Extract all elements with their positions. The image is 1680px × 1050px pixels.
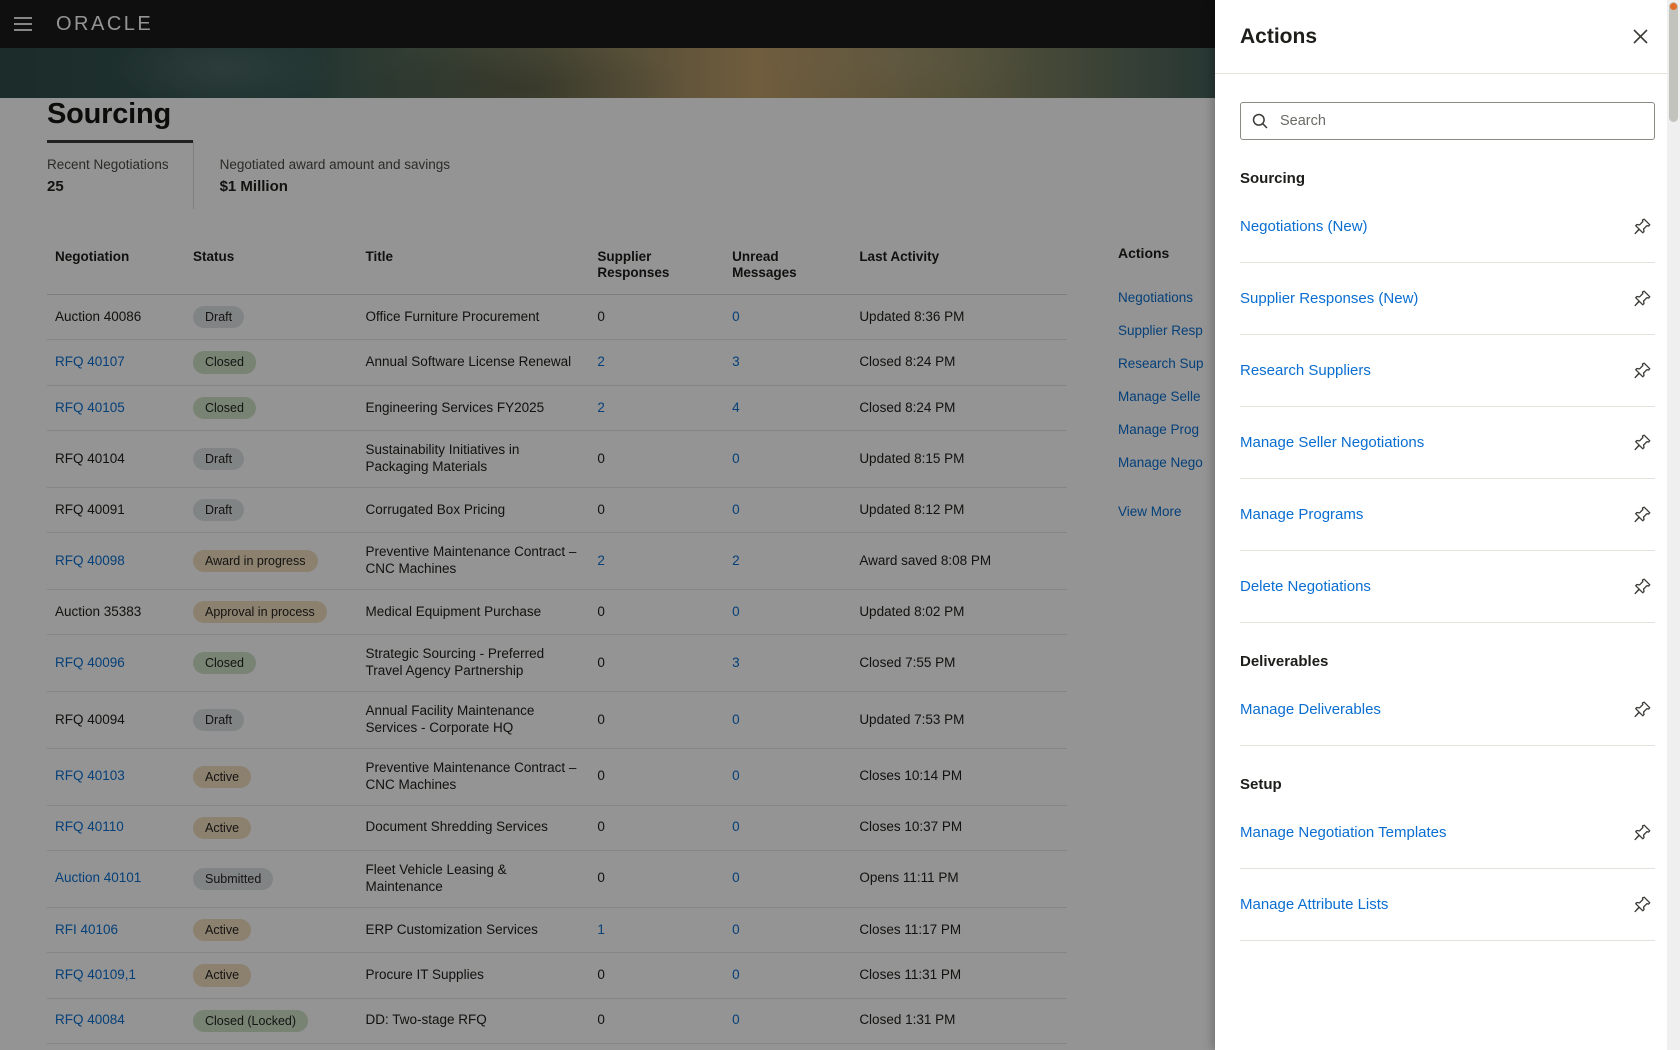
unread-messages-link[interactable]: 0: [732, 819, 740, 835]
cell-last-activity: Closed 8:24 PM: [851, 340, 1067, 385]
column-header-supplier-responses[interactable]: Supplier Responses: [589, 245, 724, 295]
status-badge: Active: [193, 766, 251, 788]
action-link[interactable]: Delete Negotiations: [1240, 578, 1371, 595]
drawer-header: [1215, 0, 1680, 74]
search-box[interactable]: [1240, 102, 1655, 140]
cell-last-activity: Updated 8:36 PM: [851, 295, 1067, 340]
scrollbar-thumb[interactable]: [1669, 2, 1678, 122]
unread-messages-link[interactable]: 2: [732, 552, 740, 568]
quick-link-label[interactable]: Manage Nego: [1118, 455, 1203, 470]
negotiation-text: Auction 35383: [55, 603, 142, 619]
search-input[interactable]: [1278, 112, 1644, 130]
action-link[interactable]: Negotiations (New): [1240, 218, 1368, 235]
action-group-title: Setup: [1240, 776, 1282, 793]
negotiation-link[interactable]: Auction 40101: [55, 870, 142, 886]
cell-last-activity: Closed 7:55 PM: [851, 635, 1067, 692]
supplier-responses-link[interactable]: 1: [597, 921, 605, 937]
cell-title: Annual Software License Renewal: [358, 340, 590, 385]
status-badge: Draft: [193, 448, 244, 470]
pin-icon[interactable]: [1629, 892, 1655, 918]
quick-link-label[interactable]: Manage Prog: [1118, 422, 1200, 437]
cell-last-activity: Closes 10:37 PM: [851, 805, 1067, 850]
action-row[interactable]: [1240, 407, 1655, 479]
unread-messages-link[interactable]: 0: [732, 1012, 740, 1028]
action-row[interactable]: [1240, 551, 1655, 623]
status-badge: Draft: [193, 709, 244, 731]
column-header-negotiation[interactable]: Negotiation: [47, 245, 185, 295]
status-badge: Award in progress: [193, 550, 318, 572]
supplier-responses-value: 0: [597, 1012, 605, 1028]
column-header-title[interactable]: Title: [358, 245, 590, 295]
unread-messages-link[interactable]: 0: [732, 966, 740, 982]
negotiation-link[interactable]: RFQ 40105: [55, 399, 125, 415]
cell-last-activity: Closes 10:14 PM: [851, 748, 1067, 805]
pin-icon[interactable]: [1629, 358, 1655, 384]
status-badge: Approval in process: [193, 601, 327, 623]
unread-messages-link[interactable]: 0: [732, 450, 740, 466]
unread-messages-link[interactable]: 0: [732, 921, 740, 937]
pin-icon[interactable]: [1629, 502, 1655, 528]
status-badge: Closed: [193, 351, 256, 373]
supplier-responses-value: 0: [597, 308, 605, 324]
cell-title: Document Shredding Services: [358, 805, 590, 850]
column-header-unread-messages[interactable]: Unread Messages: [724, 245, 851, 295]
action-row[interactable]: [1240, 479, 1655, 551]
cell-title: Strategic Sourcing - Preferred Travel Agency Partnership: [358, 635, 590, 692]
supplier-responses-value: 0: [597, 501, 605, 517]
unread-messages-link[interactable]: 0: [732, 501, 740, 517]
action-row[interactable]: [1240, 674, 1655, 746]
action-group-title: Sourcing: [1240, 170, 1306, 187]
supplier-responses-value: 0: [597, 768, 605, 784]
action-row[interactable]: [1240, 335, 1655, 407]
status-badge: Closed: [193, 397, 256, 419]
cell-title: Annual Facility Maintenance Services - Corporate HQ: [358, 692, 590, 749]
quick-link-label[interactable]: Supplier Resp: [1118, 323, 1203, 338]
notification-dot: [1670, 3, 1677, 10]
action-link[interactable]: Research Suppliers: [1240, 362, 1371, 379]
status-badge: Active: [193, 919, 251, 941]
supplier-responses-link[interactable]: 2: [597, 552, 605, 568]
page-title: Sourcing: [47, 98, 172, 130]
cell-title: Medical Equipment Purchase: [358, 590, 590, 635]
cell-title: Preventive Maintenance Contract – CNC Machines: [358, 533, 590, 590]
status-badge: Submitted: [193, 868, 273, 890]
pin-icon[interactable]: [1629, 430, 1655, 456]
negotiation-text: RFQ 40094: [55, 711, 125, 727]
status-badge: Active: [193, 964, 251, 986]
cell-last-activity: Updated 8:02 PM: [851, 590, 1067, 635]
cell-last-activity: Closed 1:31 PM: [851, 998, 1067, 1043]
cell-title: Sustainability Initiatives in Packaging Materials: [358, 431, 590, 488]
unread-messages-link[interactable]: 0: [732, 768, 740, 784]
cell-last-activity: Updated 8:15 PM: [851, 431, 1067, 488]
pin-icon[interactable]: [1629, 697, 1655, 723]
actions-quick-links-heading: Actions: [1118, 245, 1170, 261]
negotiation-link[interactable]: RFQ 40084: [55, 1012, 125, 1028]
action-link[interactable]: Manage Deliverables: [1240, 701, 1381, 718]
pin-icon[interactable]: [1629, 574, 1655, 600]
negotiation-link[interactable]: RFQ 40107: [55, 354, 125, 370]
action-row[interactable]: [1240, 869, 1655, 941]
status-badge: Active: [193, 817, 251, 839]
pin-icon[interactable]: [1629, 820, 1655, 846]
cell-title: DD: Two-stage RFQ: [358, 998, 590, 1043]
cell-last-activity: Updated 8:12 PM: [851, 487, 1067, 532]
actions-drawer: [1215, 0, 1680, 1050]
quick-link-label[interactable]: Manage Selle: [1118, 389, 1201, 404]
cell-title: Engineering Services FY2025: [358, 385, 590, 430]
action-group-title: Deliverables: [1240, 653, 1329, 670]
unread-messages-link[interactable]: 0: [732, 711, 740, 727]
supplier-responses-value: 0: [597, 711, 605, 727]
view-more-link[interactable]: View More: [1118, 504, 1182, 519]
cell-title: Procure IT Supplies: [358, 953, 590, 998]
unread-messages-link[interactable]: 3: [732, 654, 740, 670]
action-link[interactable]: Supplier Responses (New): [1240, 290, 1419, 307]
action-link[interactable]: Manage Attribute Lists: [1240, 896, 1389, 913]
status-badge: Draft: [193, 306, 244, 328]
cell-last-activity: Award saved 8:08 PM: [851, 533, 1067, 590]
negotiation-text: RFQ 40104: [55, 450, 125, 466]
supplier-responses-value: 0: [597, 819, 605, 835]
unread-messages-link[interactable]: 4: [732, 399, 740, 415]
supplier-responses-link[interactable]: 2: [597, 399, 605, 415]
infolet-label: Negotiated award amount and savings: [219, 157, 450, 172]
pin-icon[interactable]: [1629, 214, 1655, 240]
action-row[interactable]: [1240, 191, 1655, 263]
close-icon[interactable]: [1624, 21, 1656, 53]
supplier-responses-value: 0: [597, 603, 605, 619]
drawer-body: [1215, 74, 1680, 1050]
infolet-label: Recent Negotiations: [47, 157, 169, 172]
unread-messages-link[interactable]: 0: [732, 603, 740, 619]
action-row[interactable]: [1240, 797, 1655, 869]
status-badge: Draft: [193, 499, 244, 521]
cell-last-activity: Opens 11:11 PM: [851, 851, 1067, 908]
unread-messages-link[interactable]: 0: [732, 870, 740, 886]
action-row[interactable]: [1240, 263, 1655, 335]
cell-title: Fleet Vehicle Leasing & Maintenance: [358, 851, 590, 908]
supplier-responses-link[interactable]: 2: [597, 354, 605, 370]
cell-title: Corrugated Box Pricing: [358, 487, 590, 532]
action-link[interactable]: Manage Negotiation Templates: [1240, 824, 1447, 841]
quick-link-label[interactable]: Research Sup: [1118, 356, 1204, 371]
action-groups: [1240, 170, 1655, 941]
negotiation-link[interactable]: RFQ 40110: [55, 819, 124, 835]
page-scrollbar[interactable]: [1667, 0, 1680, 1050]
cell-last-activity: Closed 8:24 PM: [851, 385, 1067, 430]
column-header-last-activity[interactable]: Last Activity: [851, 245, 1067, 295]
cell-last-activity: Updated 7:53 PM: [851, 692, 1067, 749]
drawer-title: Actions: [1240, 24, 1318, 48]
action-link[interactable]: Manage Programs: [1240, 506, 1364, 523]
oracle-logo: ORACLE: [56, 12, 154, 35]
negotiation-text: Auction 40086: [55, 308, 142, 324]
column-header-status[interactable]: Status: [185, 245, 358, 295]
supplier-responses-value: 0: [597, 654, 605, 670]
supplier-responses-value: 0: [597, 450, 605, 466]
cell-last-activity: Closes 11:17 PM: [851, 907, 1067, 952]
cell-title: ERP Customization Services: [358, 907, 590, 952]
negotiation-link[interactable]: RFQ 40098: [55, 552, 125, 568]
negotiation-link[interactable]: RFI 40106: [55, 921, 119, 937]
cell-last-activity: Closes 11:31 PM: [851, 953, 1067, 998]
supplier-responses-value: 0: [597, 870, 605, 886]
unread-messages-link[interactable]: 0: [732, 308, 740, 324]
negotiation-link[interactable]: RFQ 40109,1: [55, 966, 137, 982]
quick-link-label[interactable]: Negotiations: [1118, 290, 1194, 305]
infolet-value: 25: [47, 178, 64, 195]
search-icon: [1251, 112, 1269, 130]
action-link[interactable]: Manage Seller Negotiations: [1240, 434, 1425, 451]
negotiation-link[interactable]: RFQ 40103: [55, 768, 125, 784]
cell-title: Office Furniture Procurement: [358, 295, 590, 340]
cell-title: Preventive Maintenance Contract – CNC Machines: [358, 748, 590, 805]
unread-messages-link[interactable]: 3: [732, 354, 740, 370]
negotiation-text: RFQ 40091: [55, 501, 125, 517]
pin-icon[interactable]: [1629, 286, 1655, 312]
supplier-responses-value: 0: [597, 966, 605, 982]
infolet-value: $1 Million: [219, 178, 288, 195]
negotiation-link[interactable]: RFQ 40096: [55, 654, 125, 670]
status-badge: Closed (Locked): [193, 1010, 308, 1032]
status-badge: Closed: [193, 652, 256, 674]
